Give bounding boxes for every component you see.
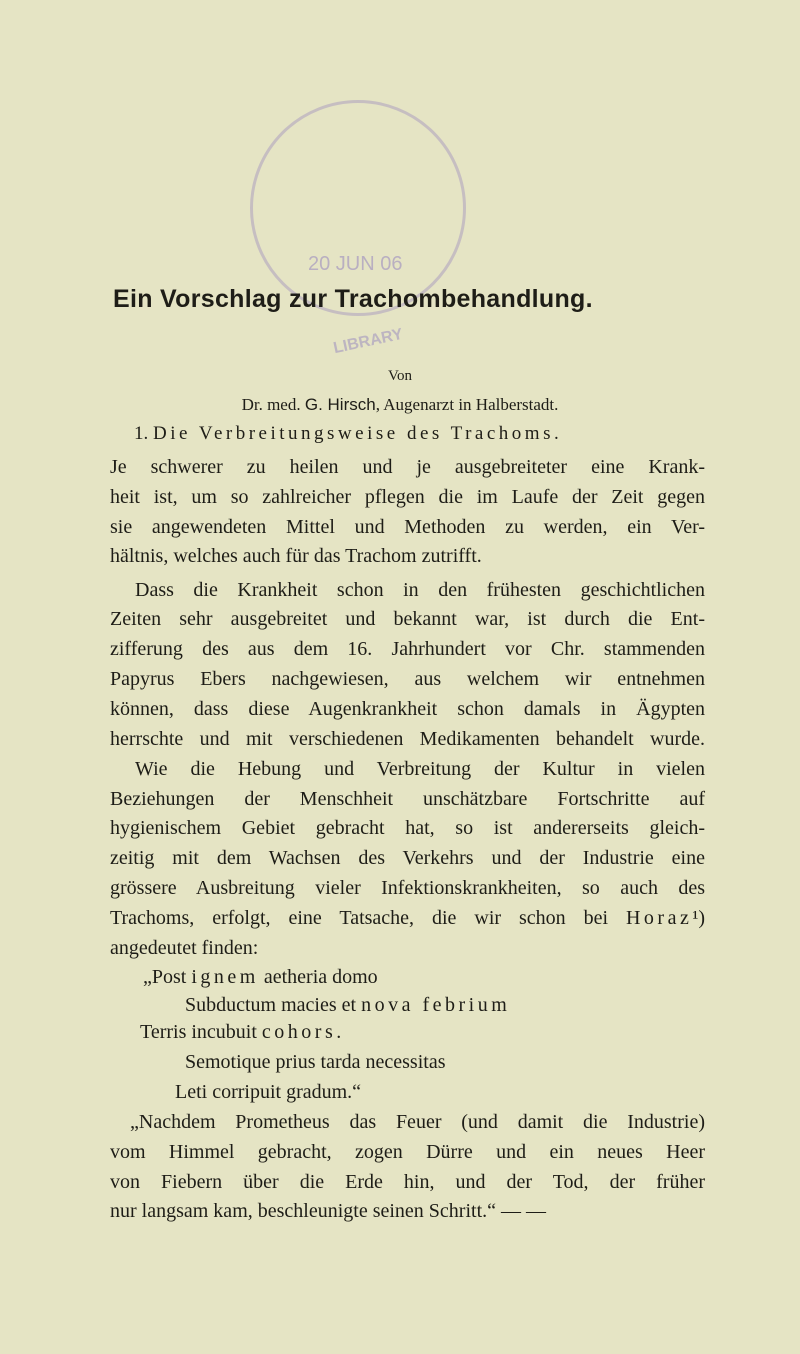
text-segment: ¹) xyxy=(692,907,705,929)
text-line xyxy=(140,1020,640,1044)
author-line xyxy=(0,395,800,415)
spaced-emphasis: Horaz xyxy=(625,907,693,929)
text-segment: hältnis, welches auch für das Trachom zutrifft. xyxy=(110,545,482,567)
stamp-date: 20 JUN 06 xyxy=(308,253,403,275)
text-line xyxy=(110,936,705,960)
text-line xyxy=(110,1199,705,1223)
byline-von: Von xyxy=(388,368,412,384)
text-segment: zifferung des aus dem 16. Jahrhundert vor Chr. stammenden xyxy=(110,638,705,660)
text-line xyxy=(110,816,705,840)
stamp-text: LIBRARY xyxy=(331,325,405,358)
library-stamp xyxy=(250,100,466,358)
text-segment: Trachoms, erfolgt, eine Tatsache, die wir schon bei xyxy=(110,907,626,929)
text-segment: „Post xyxy=(143,966,192,988)
author-prefix: Dr. med. xyxy=(241,395,305,414)
text-segment: hygienischem Gebiet gebracht hat, so ist andererseits gleich- xyxy=(110,817,705,839)
spaced-emphasis: nova febrium xyxy=(361,994,511,1016)
text-line xyxy=(110,485,705,509)
text-line xyxy=(110,906,705,930)
text-line xyxy=(110,697,705,721)
text-segment: Je schwerer zu heilen und je ausgebreiteter eine Krank- xyxy=(110,456,705,478)
text-line xyxy=(110,846,705,870)
text-line xyxy=(185,993,685,1017)
article-title: Ein Vorschlag zur Trachombehandlung. xyxy=(113,285,593,313)
spaced-emphasis: ignem xyxy=(191,966,259,988)
text-line xyxy=(110,876,705,900)
text-line xyxy=(110,1140,705,1164)
text-line xyxy=(175,1080,675,1104)
text-segment: vom Himmel gebracht, zogen Dürre und ein neues Heer xyxy=(110,1141,705,1163)
text-line xyxy=(110,637,705,661)
text-line xyxy=(110,544,705,568)
text-segment: zeitig mit dem Wachsen des Verkehrs und der Industrie eine xyxy=(110,847,705,869)
text-line xyxy=(143,965,643,989)
text-line xyxy=(110,1170,705,1194)
text-segment: grössere Ausbreitung vieler Infektionskrankheiten, so auch des xyxy=(110,877,705,899)
text-segment: aetheria domo xyxy=(258,966,378,988)
text-segment: Terris incubuit xyxy=(140,1021,262,1043)
text-segment: angedeutet finden: xyxy=(110,937,259,959)
section-heading xyxy=(134,423,562,445)
text-segment: nur langsam kam, beschleunigte seinen Schritt.“ — — xyxy=(110,1200,547,1222)
text-segment: sie angewendeten Mittel und Methoden zu werden, ein Ver- xyxy=(110,516,705,538)
text-line xyxy=(130,1110,705,1134)
text-line xyxy=(110,727,705,751)
text-line xyxy=(135,578,705,602)
text-segment: Dass die Krankheit schon in den frühesten geschichtlichen xyxy=(135,579,705,601)
text-line xyxy=(110,607,705,631)
text-segment: „Nachdem Prometheus das Feuer (und damit die Industrie) xyxy=(130,1111,705,1133)
section-number: 1. xyxy=(134,423,149,444)
text-segment: Beziehungen der Menschheit unschätzbare Fortschritte auf xyxy=(110,788,705,810)
text-segment: herrschte und mit verschiedenen Medikamenten behandelt wurde. xyxy=(110,728,705,750)
text-line xyxy=(135,757,705,781)
text-segment: Papyrus Ebers nachgewiesen, aus welchem wir entnehmen xyxy=(110,668,705,690)
text-segment: können, dass diese Augenkrankheit schon damals in Ägypten xyxy=(110,698,705,720)
text-segment: von Fiebern über die Erde hin, und der Tod, der früher xyxy=(110,1171,705,1193)
text-segment: Subductum macies et xyxy=(185,994,362,1016)
author-affiliation: , Augenarzt in Halberstadt. xyxy=(375,395,559,414)
text-line xyxy=(110,455,705,479)
text-segment: Leti corripuit gradum.“ xyxy=(175,1081,362,1103)
text-line xyxy=(185,1050,685,1074)
section-title: Die Verbreitungsweise des Trachoms. xyxy=(153,423,563,444)
text-line xyxy=(110,667,705,691)
text-segment: Zeiten sehr ausgebreitet und bekannt war, ist durch die Ent- xyxy=(110,608,705,630)
text-segment: heit ist, um so zahlreicher pflegen die im Laufe der Zeit gegen xyxy=(110,486,705,508)
text-segment: . xyxy=(336,1021,342,1043)
text-line xyxy=(110,787,705,811)
spaced-emphasis: cohors xyxy=(261,1021,337,1043)
text-segment: Semotique prius tarda necessitas xyxy=(185,1051,446,1073)
author-name: G. Hirsch xyxy=(304,395,376,414)
text-segment: Wie die Hebung und Verbreitung der Kultur in vielen xyxy=(135,758,705,780)
text-line xyxy=(110,515,705,539)
